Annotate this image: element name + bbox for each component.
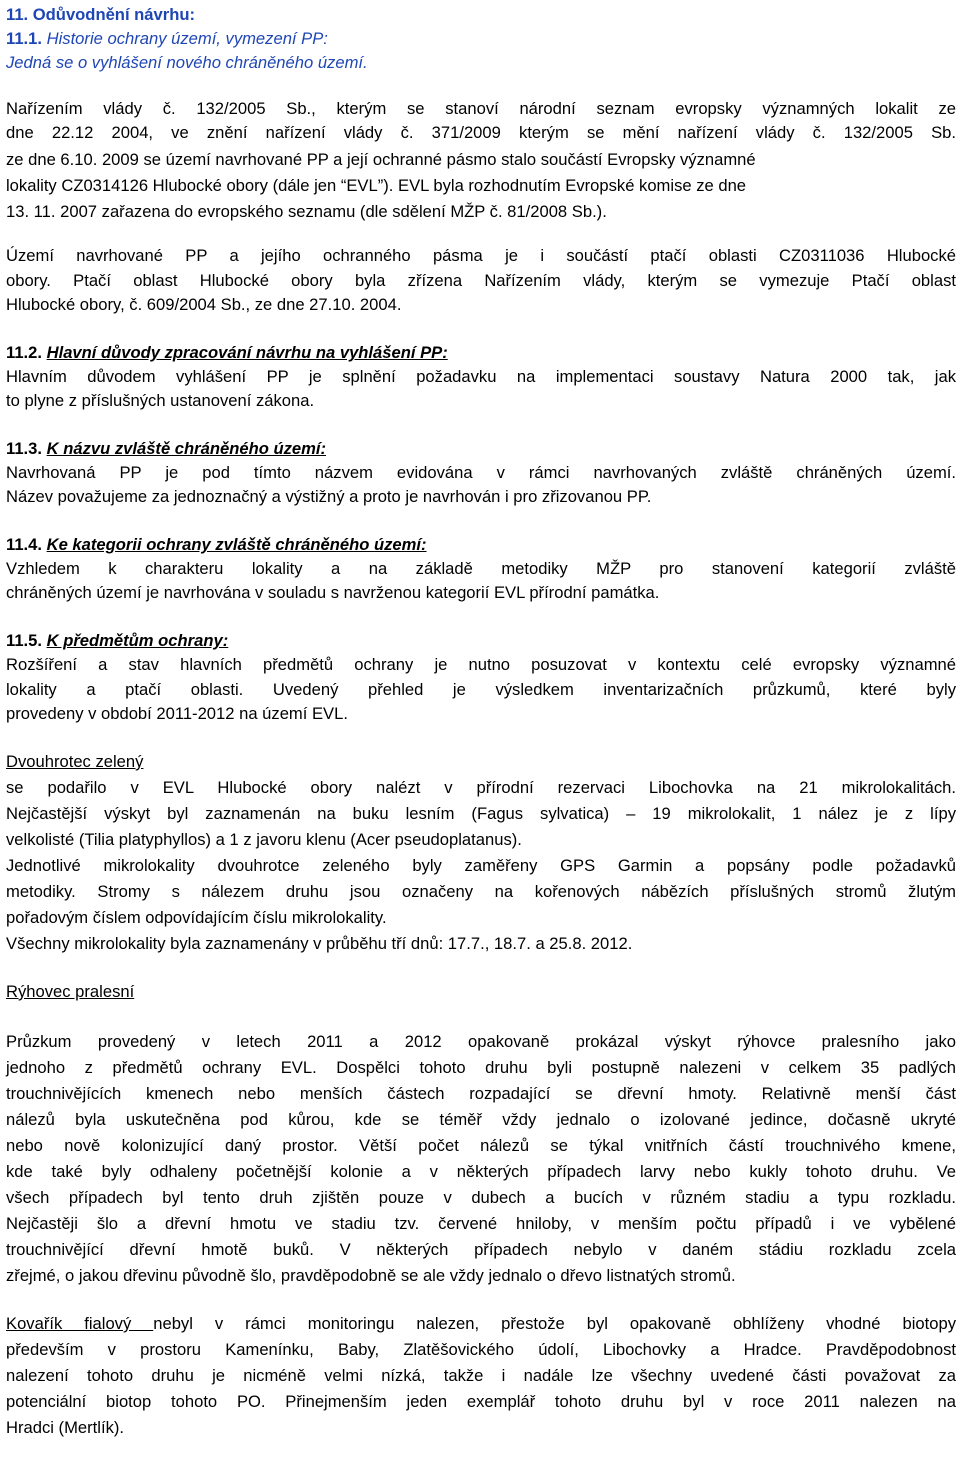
text-line bbox=[6, 340, 448, 366]
text-line bbox=[6, 243, 956, 269]
paragraph-text: lokality CZ0314126 Hlubocké obory (dále jen “EVL”). EVL byla rozhodnutím Evropské komise ze dne bbox=[6, 176, 747, 195]
paragraph-text: Navrhovaná PP je pod tímto názvem evidována v rámci navrhovaných zvláště chráněných území. bbox=[6, 463, 956, 482]
text-line bbox=[6, 853, 956, 879]
heading-text: 11.3. bbox=[6, 439, 47, 458]
text-line bbox=[6, 580, 659, 606]
text-line bbox=[6, 292, 401, 318]
text-line bbox=[6, 749, 143, 775]
text-line bbox=[6, 879, 956, 905]
text-line bbox=[6, 1133, 956, 1159]
text-line bbox=[6, 364, 956, 390]
text-line bbox=[6, 1237, 956, 1263]
text-line bbox=[6, 173, 746, 199]
text-line bbox=[6, 1415, 124, 1441]
paragraph-text: dne 22.12 2004, ve znění nařízení vlády č. 371/2009 kterým se mění nařízení vlády č. 132/2005 Sb. bbox=[6, 123, 956, 142]
heading-text: Jedná se o vyhlášení nového chráněného území. bbox=[6, 53, 368, 72]
text-line bbox=[6, 26, 328, 52]
paragraph-text: nálezů byla uskutečněna pod kůrou, kde se téměř vždy jednalo o izolované jedince, dočasně ukryté bbox=[6, 1110, 956, 1129]
paragraph-text: Hlavním důvodem vyhlášení PP je splnění požadavku na implementaci soustavy Natura 2000 tak, jak bbox=[6, 367, 956, 386]
text-line bbox=[6, 1107, 956, 1133]
paragraph-text: obory. Ptačí oblast Hlubocké obory byla zřízena Nařízením vlády, kterým se vymezuje Ptačí oblast bbox=[6, 271, 956, 290]
text-line bbox=[6, 532, 427, 558]
text-line bbox=[6, 147, 756, 173]
species-heading: Dvouhrotec zelený bbox=[6, 752, 144, 771]
text-line bbox=[6, 388, 314, 414]
paragraph-text: chráněných území je navrhována v souladu s navrženou kategorií EVL přírodní památka. bbox=[6, 583, 660, 602]
text-line bbox=[6, 1337, 956, 1363]
text-line bbox=[6, 50, 368, 76]
text-line bbox=[6, 979, 134, 1005]
paragraph-text: trouchnivějící dřevní hmotě buků. V některých případech nebylo v daném stádiu rozkladu zcela bbox=[6, 1240, 956, 1259]
text-line bbox=[6, 1185, 956, 1211]
paragraph-text: Název považujeme za jednoznačný a výstižný a proto je navrhován i pro zřizovanou PP. bbox=[6, 487, 652, 506]
paragraph-text: Nejčastější výskyt byl zaznamenán na buku lesním (Fagus sylvatica) – 19 mikrolokalit, 1 nález je z lípy bbox=[6, 804, 956, 823]
text-line bbox=[6, 2, 195, 28]
text-line bbox=[6, 775, 956, 801]
heading-text: 11.4. bbox=[6, 535, 47, 554]
paragraph-text: Všechny mikrolokality byla zaznamenány v průběhu tří dnů: 17.7., 18.7. a 25.8. 2012. bbox=[6, 934, 633, 953]
paragraph-text: všech případech byl tento druh zjištěn pouze v dubech a bucích v různém stadiu a typu rozkladu. bbox=[6, 1188, 956, 1207]
paragraph-text: provedeny v období 2011-2012 na území EVL. bbox=[6, 704, 348, 723]
text-line bbox=[6, 1389, 956, 1415]
paragraph-text: nebyl v rámci monitoringu nalezen, přestože byl opakovaně obhlíženy vhodné biotopy bbox=[153, 1314, 956, 1333]
text-line bbox=[6, 199, 607, 225]
text-line bbox=[6, 628, 228, 654]
text-line bbox=[6, 1081, 956, 1107]
paragraph-text: metodiky. Stromy s nálezem druhu jsou označeny na kořenových nábězích příslušných stromů žlutým bbox=[6, 882, 956, 901]
text-line bbox=[6, 677, 956, 703]
paragraph-text: především v prostoru Kamenínku, Baby, Zlatěšovického údolí, Libochovky a Hradce. Pravděpodobnost bbox=[6, 1340, 956, 1359]
text-line bbox=[6, 460, 956, 486]
species-heading: Rýhovec pralesní bbox=[6, 982, 135, 1001]
paragraph-text: se podařilo v EVL Hlubocké obory nalézt v přírodní rezervaci Libochovka na 21 mikrolokalitách. bbox=[6, 778, 956, 797]
heading-text: 11.2. bbox=[6, 343, 47, 362]
paragraph-text: Jednotlivé mikrolokality dvouhrotce zeleného byly zaměřeny GPS Garmin a popsány podle požadavků bbox=[6, 856, 956, 875]
paragraph-text: Nejčastěji šlo a dřevní hmotu ve stadiu tzv. červené hniloby, v menším počtu případů i ve vybělené bbox=[6, 1214, 956, 1233]
text-line bbox=[6, 1363, 956, 1389]
paragraph-text: Území navrhované PP a jejího ochranného pásma je i součástí ptačí oblasti CZ0311036 Hlubocké bbox=[6, 246, 956, 265]
paragraph-text: pořadovým číslem odpovídajícím číslu mikrolokality. bbox=[6, 908, 387, 927]
paragraph-text: velkolisté (Tilia platyphyllos) a 1 z javoru klenu (Acer pseudoplatanus). bbox=[6, 830, 522, 849]
heading-text: Historie ochrany území, vymezení PP: bbox=[46, 29, 328, 48]
heading-text: K předmětům ochrany: bbox=[46, 631, 229, 650]
heading-text: Ke kategorii ochrany zvláště chráněného území: bbox=[46, 535, 427, 554]
paragraph-text: Vzhledem k charakteru lokality a na základě metodiky MŽP pro stanovení kategorií zvláště bbox=[6, 559, 956, 578]
paragraph-text: to plyne z příslušných ustanovení zákona. bbox=[6, 391, 315, 410]
text-line bbox=[6, 701, 348, 727]
paragraph-text: Rozšíření a stav hlavních předmětů ochrany je nutno posuzovat v kontextu celé evropsky významné bbox=[6, 655, 956, 674]
text-line bbox=[6, 556, 956, 582]
text-line bbox=[6, 1211, 956, 1237]
text-line bbox=[6, 931, 632, 957]
text-line bbox=[6, 96, 956, 122]
paragraph-text: Nařízením vlády č. 132/2005 Sb., kterým se stanoví národní seznam evropsky významných lokalit ze bbox=[6, 99, 956, 118]
paragraph-text: jednoho z předmětů ochrany EVL. Dospělci tohoto druhu byli postupně nalezeni v celkem 35 padlých bbox=[6, 1058, 956, 1077]
heading-text: 11. Odůvodnění návrhu: bbox=[6, 5, 196, 24]
text-line bbox=[6, 1263, 736, 1289]
heading-text: K názvu zvláště chráněného území: bbox=[46, 439, 327, 458]
heading-text: 11.1. bbox=[6, 29, 47, 48]
paragraph-text: zřejmé, o jakou dřevinu původně šlo, pravděpodobně se ale vždy jednalo o dřevo listnatých stromů. bbox=[6, 1266, 736, 1285]
species-heading: Kovařík fialový bbox=[6, 1314, 154, 1333]
text-line bbox=[6, 1159, 956, 1185]
text-line bbox=[6, 905, 387, 931]
paragraph-text: kde také byly odhaleny početnější kolonie a v některých případech larvy nebo kukly tohoto druhu. Ve bbox=[6, 1162, 956, 1181]
paragraph-text: 13. 11. 2007 zařazena do evropského seznamu (dle sdělení MŽP č. 81/2008 Sb.). bbox=[6, 202, 607, 221]
text-line bbox=[6, 1029, 956, 1055]
paragraph-text: lokality a ptačí oblasti. Uvedený přehled je výsledkem inventarizačních průzkumů, které byly bbox=[6, 680, 956, 699]
text-line bbox=[6, 268, 956, 294]
text-line bbox=[6, 1311, 956, 1337]
paragraph-text: trouchnivějících kmenech nebo menších částech rozpadající se dřevní hmoty. Relativně menší část bbox=[6, 1084, 956, 1103]
paragraph-text: ze dne 6.10. 2009 se území navrhované PP a její ochranné pásmo stalo součástí Evropsky významné bbox=[6, 150, 756, 169]
paragraph-text: Průzkum provedený v letech 2011 a 2012 opakovaně prokázal výskyt rýhovce pralesního jako bbox=[6, 1032, 956, 1051]
paragraph-text: potenciální biotop tohoto PO. Přinejmenším jeden exemplář tohoto druhu byl v roce 2011 nalezen na bbox=[6, 1392, 956, 1411]
heading-text: Hlavní důvody zpracování návrhu na vyhlášení PP: bbox=[46, 343, 448, 362]
text-line bbox=[6, 120, 956, 146]
text-line bbox=[6, 436, 326, 462]
heading-text: 11.5. bbox=[6, 631, 47, 650]
paragraph-text: nalezení tohoto druhu je nicméně velmi nízká, takže i nadále lze všechny uvedené části považovat za bbox=[6, 1366, 956, 1385]
paragraph-text: nebo nově kolonizující daný prostor. Větší počet nálezů se týkal vnitřních částí trouchnivého kmene, bbox=[6, 1136, 956, 1155]
paragraph-text: Hlubocké obory, č. 609/2004 Sb., ze dne 27.10. 2004. bbox=[6, 295, 402, 314]
text-line bbox=[6, 484, 651, 510]
text-line bbox=[6, 1055, 956, 1081]
text-line bbox=[6, 652, 956, 678]
text-line bbox=[6, 801, 956, 827]
text-line bbox=[6, 827, 522, 853]
paragraph-text: Hradci (Mertlík). bbox=[6, 1418, 125, 1437]
